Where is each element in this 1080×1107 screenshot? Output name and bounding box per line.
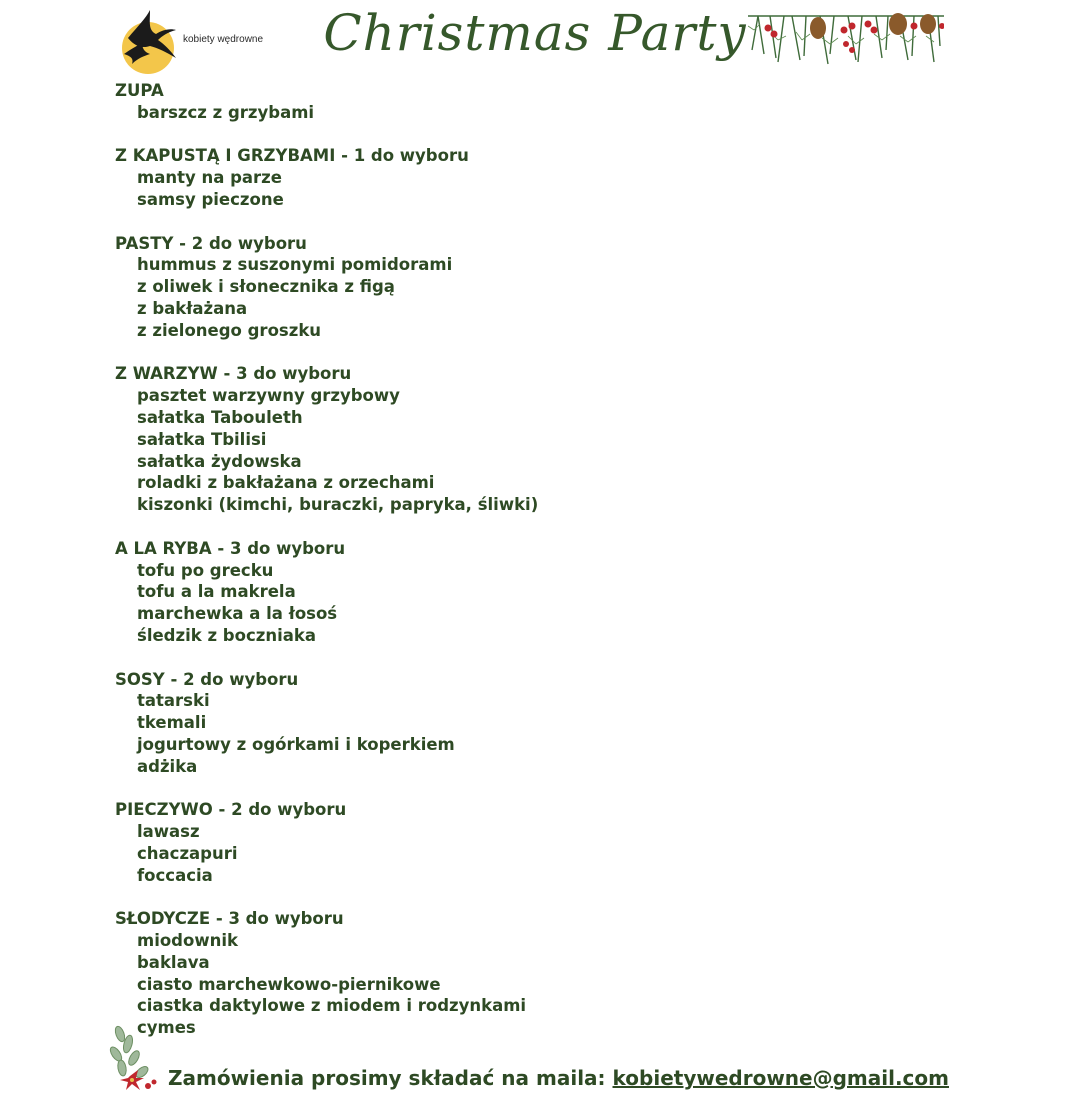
menu-section (115, 799, 915, 886)
menu-item: z bakłażana (137, 298, 248, 318)
section-title: SOSY - 2 do wyboru (115, 669, 299, 689)
birds-icon (120, 8, 190, 70)
section-title: PIECZYWO - 2 do wyboru (115, 800, 347, 820)
menu-item: sałatka żydowska (137, 451, 302, 471)
menu-item: foccacia (137, 865, 213, 885)
menu-item: pasztet warzywny grzybowy (137, 386, 400, 406)
menu-item: ciastka daktylowe z miodem i rodzynkami (137, 996, 527, 1016)
menu-item: sałatka Tbilisi (137, 429, 267, 449)
menu-item: cymes (137, 1018, 196, 1038)
menu-section (115, 145, 915, 210)
menu-item: adżika (137, 756, 198, 776)
section-title: Z WARZYW - 3 do wyboru (115, 364, 352, 384)
section-title: A LA RYBA - 3 do wyboru (115, 538, 346, 558)
header (0, 0, 1080, 80)
footer-text-label: Zamówienia prosimy składać na maila: (168, 1066, 613, 1090)
section-title: SŁODYCZE - 3 do wyboru (115, 909, 344, 929)
menu-item: roladki z bakłażana z orzechami (137, 473, 435, 493)
menu-item: miodownik (137, 931, 238, 951)
menu-item: tkemali (137, 713, 207, 733)
logo-text: kobiety wędrowne (183, 34, 264, 45)
section-title: Z KAPUSTĄ I GRZYBAMI - 1 do wyboru (115, 146, 469, 166)
menu-section (115, 233, 915, 342)
menu-item: sałatka Tabouleth (137, 407, 303, 427)
menu-item: manty na parze (137, 168, 282, 188)
menu-section (115, 363, 915, 516)
section-title: PASTY - 2 do wyboru (115, 233, 307, 253)
menu-item: z zielonego groszku (137, 320, 322, 340)
menu-item: tofu a la makrela (137, 582, 296, 602)
footer (108, 1020, 968, 1100)
menu-list (115, 80, 915, 1061)
menu-item: hummus z suszonymi pomidorami (137, 255, 453, 275)
menu-item: tatarski (137, 691, 210, 711)
footer-order-text (168, 1066, 949, 1090)
menu-item: baklava (137, 952, 210, 972)
menu-item: tofu po grecku (137, 560, 274, 580)
menu-item: marchewka a la łosoś (137, 604, 338, 624)
christmas-garland-icon (748, 10, 944, 66)
menu-item: chaczapuri (137, 843, 238, 863)
menu-item: lawasz (137, 822, 200, 842)
section-title: ZUPA (115, 81, 164, 100)
page-title: Christmas Party (323, 4, 747, 62)
menu-item: z oliwek i słonecznika z figą (137, 277, 395, 297)
menu-item: jogurtowy z ogórkami i koperkiem (137, 734, 455, 754)
menu-item: samsy pieczone (137, 189, 284, 209)
menu-item: śledzik z boczniaka (137, 625, 316, 645)
logo (120, 8, 264, 70)
menu-item: barszcz z grzybami (137, 102, 315, 122)
menu-section (115, 538, 915, 647)
menu-item: kiszonki (kimchi, buraczki, papryka, śliwki) (137, 495, 539, 515)
menu-section (115, 80, 915, 124)
poinsettia-bouquet-icon (108, 1020, 164, 1098)
menu-item: ciasto marchewkowo-piernikowe (137, 974, 441, 994)
email-link[interactable]: kobietywedrowne@gmail.com (612, 1066, 949, 1090)
menu-section (115, 669, 915, 778)
